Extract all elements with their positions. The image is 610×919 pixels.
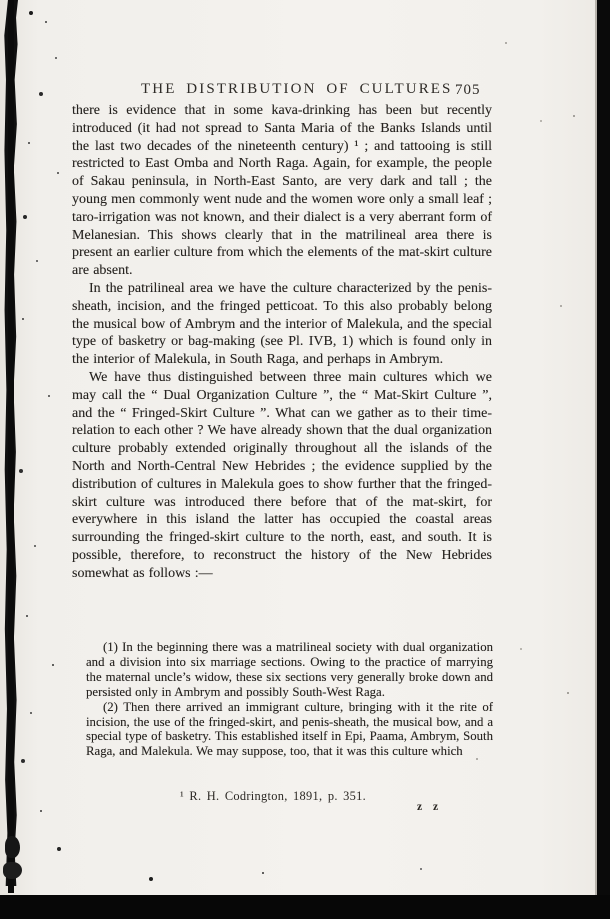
footnote: ¹ R. H. Codrington, 1891, p. 351.: [180, 789, 367, 803]
numbered-summary-block: [86, 640, 493, 759]
binding-shadow-core: [8, 0, 14, 893]
paragraph: In the patrilineal area we have the culture characterized by the penis-sheath, incision, and the fringed petticoat. To this also probably belong the musical bow of Ambrym and the interior of Malekula, and the special type of basketry or bag-making (see Pl. IVB, 1) which is found only in the interior of Malekula, in South Raga, and perhaps in Ambrym.: [72, 280, 492, 368]
paragraph: there is evidence that in some kava-drinking has been but recently introduced (it had not spread to Santa Maria of the Banks Islands until the last two decades of the nineteenth century) ¹ ; and tattooing is still restricted to East Omba and North Raga. Again, for example, the people of Sakau peninsula, in North-East Santo, are very dark and tall ; the young men commonly went nude and the women wore only a small leaf ; taro-irrigation was not known, and their dialect is a very aberrant form of Melanesian. This shows clearly that in the matrilineal area there is present an earlier culture from which the elements of the mat-skirt culture are absent.: [72, 103, 492, 279]
page-number: 705: [455, 82, 481, 98]
printer-signature-mark: z z: [417, 801, 443, 813]
running-header: [0, 81, 610, 101]
page-title: THE DISTRIBUTION OF CULTURES: [141, 81, 453, 97]
binding-ink-blob: [3, 862, 22, 879]
scan-noise-specks: [0, 0, 2, 2]
main-text-column: [72, 102, 492, 583]
numbered-paragraph: (1) In the beginning there was a matrilineal society with dual organization and a division into six marriage sections. Owing to the practice of marrying the maternal uncle’s widow, these six sections very generally broke down and persisted only in Ambrym and possibly South-West Raga.: [86, 640, 493, 699]
numbered-paragraph: (2) Then there arrived an immigrant culture, bringing with it the rite of incision, the use of the fringed-skirt, and penis-sheath, the musical bow, and a special type of basketry. This established itself in Epi, Paama, Ambrym, South Raga, and Malekula. We may suppose, too, that it was this culture which: [86, 699, 493, 759]
scan-edge-right-band: [595, 0, 610, 919]
paragraph: We have thus distinguished between three main cultures which we may call the “ Dual Organization Culture ”, the “ Mat-Skirt Culture ”, and the “ Fringed-Skirt Culture ”. What can we gather as to their time-relation to each other ? We have already shown that the dual organization culture probably extended originally throughout all the islands of the North and North-Central New Hebrides ; the evidence supplied by the distribution of cultures in Malekula goes to show further that the fringed-skirt culture was introduced there before that of the mat-skirt, for everywhere in this island the latter has occupied the coastal areas surrounding the fringed-skirt culture to the north, east, and south. It is possible, therefore, to reconstruct the history of the New Hebrides somewhat as follows :—: [72, 369, 492, 581]
scan-edge-bottom-band: [0, 895, 610, 919]
binding-ink-blob: [5, 836, 20, 858]
